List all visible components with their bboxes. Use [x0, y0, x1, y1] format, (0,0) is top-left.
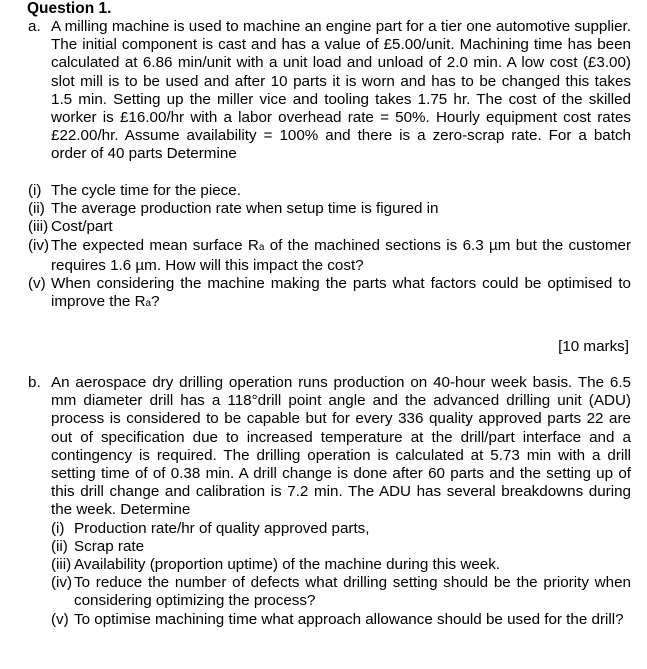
item-number: (ii): [28, 200, 45, 218]
list-item: [51, 538, 631, 556]
list-item: [28, 182, 631, 200]
item-number: (iv): [28, 236, 50, 254]
item-number: (iv): [51, 574, 73, 592]
list-item: [51, 611, 631, 629]
part-b-items: [51, 520, 631, 629]
item-text-after: of the machined sections is 6.3 µm but the customer requires 1.6 µm. How will this impact the cost?: [51, 236, 631, 274]
item-number: (i): [28, 182, 42, 199]
item-text: Cost/part: [51, 218, 113, 236]
part-b-text: An aerospace dry drilling operation runs production on 40-hour week basis. The 6.5 mm diameter drill has a 118°drill point angle and the advanced drilling unit (ADU) process is considered to be capable but for every 336 quality approved parts 22 are out of specification due to increased temperature at the drill/part interface and a contingency is required. The drilling operation is calculated at 5.73 min with a drill setting time of of 0.38 min. A drill change is done after 60 parts and the setting up of this drill change and calibration is 7.2 min. The ADU has several breakdowns during the week. Determine: [51, 374, 631, 519]
item-number: (iii): [28, 218, 49, 236]
marks-label: [10 marks]: [558, 338, 629, 355]
item-text: Scrap rate: [74, 537, 145, 555]
question-title: Question 1.: [27, 0, 112, 17]
item-number: (i): [51, 519, 65, 537]
item-text: To reduce the number of defects what drilling setting should be the priority when considering optimizing the process?: [74, 574, 631, 610]
item-subscript: a: [258, 241, 265, 253]
list-item: [28, 237, 631, 275]
part-b: [28, 374, 631, 629]
item-text: The cycle time for the piece.: [51, 182, 241, 199]
item-text-before: When considering the machine making the parts what factors could be optimised to improve the R: [51, 275, 631, 311]
item-text: To optimise machining time what approach allowance should be used for the drill?: [74, 610, 624, 628]
item-subscript: a: [145, 298, 152, 310]
list-item: [28, 218, 631, 236]
list-item: [51, 556, 631, 574]
item-text-before: The expected mean surface R: [51, 236, 259, 254]
item-text: Availability (proportion uptime) of the machine during this week.: [74, 556, 501, 574]
item-number: (ii): [51, 537, 68, 555]
item-number: (v): [51, 610, 69, 628]
part-a-items: [28, 182, 631, 313]
part-b-label: b.: [28, 374, 41, 391]
item-number: (v): [28, 275, 46, 293]
list-item: [28, 275, 631, 313]
part-a: [28, 18, 631, 164]
item-number: (iii): [51, 556, 72, 574]
item-text: Production rate/hr of quality approved parts,: [74, 519, 370, 537]
item-text-after: ?: [151, 293, 160, 311]
list-item: [51, 574, 631, 610]
item-text: The average production rate when setup time is figured in: [51, 200, 439, 218]
list-item: [28, 200, 631, 218]
part-a-text: A milling machine is used to machine an engine part for a tier one automotive supplier. The initial component is cast and has a value of £5.00/unit. Machining time has been calculated at 6.86 min/unit with a unit load and unload of 2.0 min. A low cost (£3.00) slot mill is to be used and after 10 parts it is worn and has to be changed this takes 1.5 min. Setting up the miller vice and tooling takes 1.75 hr. The cost of the skilled worker is £16.00/hr with a labor overhead rate = 50%. Hourly equipment cost rates £22.00/hr. Assume availability = 100% and there is a zero-scrap rate. For a batch order of 40 parts Determine: [51, 18, 631, 163]
list-item: [51, 520, 631, 538]
part-a-label: a.: [28, 18, 41, 35]
